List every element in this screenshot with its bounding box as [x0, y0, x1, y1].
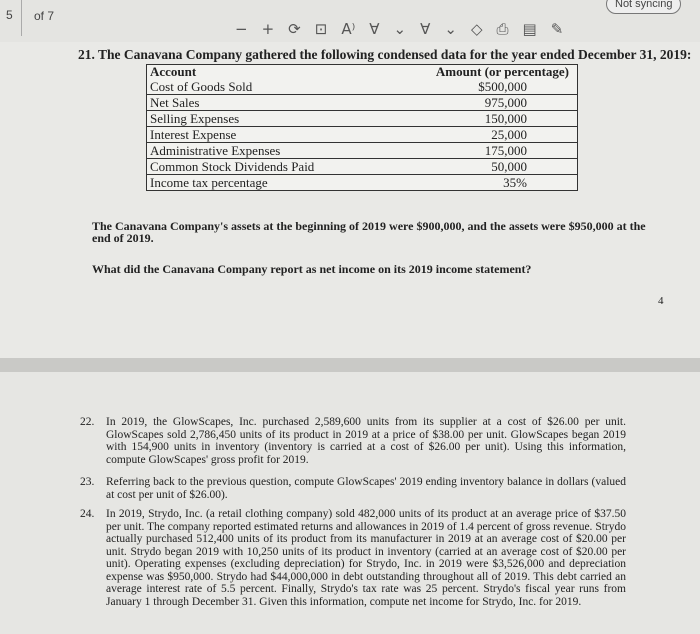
account-name: Income tax percentage — [147, 175, 380, 191]
question-21-title: 21. The Canavana Company gathered the following condensed data for the year ended December 31, 2019: — [78, 47, 692, 62]
header-amount: Amount (or percentage) — [435, 64, 569, 79]
question-number: 24. — [80, 508, 95, 520]
print-icon[interactable]: ⎙ — [496, 20, 509, 38]
eraser-icon[interactable]: ◇ — [470, 20, 483, 38]
pdf-page-5 — [0, 42, 700, 358]
table-row — [147, 79, 578, 95]
highlight-icon[interactable]: ∀ — [420, 20, 431, 38]
table-row — [147, 159, 578, 175]
table-row — [147, 143, 578, 159]
answer-text[interactable]: 4 — [658, 295, 664, 307]
account-amount: 25,000 — [380, 127, 578, 143]
rotate-icon[interactable]: ⟳ — [288, 20, 301, 38]
read-aloud-icon[interactable]: A⁾ — [341, 20, 356, 38]
account-amount: 150,000 — [380, 111, 578, 127]
question-number: 22. — [80, 416, 95, 428]
assets-text: The Canavana Company's assets at the beginning of 2019 were $900,000, and the assets were $950,000 at the end of 2019. — [92, 219, 646, 245]
sync-status-button[interactable]: Not syncing — [606, 0, 681, 14]
pdf-toolbar — [0, 0, 700, 43]
zoom-in-icon[interactable]: + — [261, 20, 275, 38]
table-row — [147, 95, 578, 111]
account-amount: 175,000 — [380, 143, 578, 159]
page-number-input[interactable]: 5 — [0, 0, 22, 36]
table-row — [147, 111, 578, 127]
account-amount: 50,000 — [380, 159, 578, 175]
account-name: Selling Expenses — [147, 111, 380, 127]
table-header — [147, 65, 578, 80]
zoom-out-icon[interactable]: − — [235, 20, 248, 38]
header-account: Account — [150, 64, 197, 79]
highlight-options-icon[interactable]: ⌄ — [444, 20, 457, 38]
account-amount: 35% — [380, 175, 578, 191]
account-amount: $500,000 — [380, 79, 578, 95]
table-row — [147, 127, 578, 143]
draw-options-icon[interactable]: ⌄ — [393, 20, 407, 38]
question-21-prompt: What did the Canavana Company report as net income on its 2019 income statement? — [92, 262, 532, 276]
fit-page-icon[interactable]: ⊡ — [314, 20, 328, 38]
question-22 — [80, 416, 626, 466]
question-text: Referring back to the previous question, compute GlowScapes' 2019 ending inventory balance in dollars (valued at cost per unit of $26.00). — [106, 476, 626, 501]
save-as-icon[interactable]: ✎ — [550, 20, 564, 38]
question-23 — [80, 476, 626, 501]
account-name: Interest Expense — [147, 127, 380, 143]
table-row — [147, 175, 578, 191]
draw-icon[interactable]: ∀ — [369, 20, 380, 38]
save-icon[interactable]: ▤ — [522, 20, 537, 38]
account-amount: 975,000 — [380, 95, 578, 111]
tool-group — [235, 20, 563, 38]
pdf-page-6 — [0, 372, 700, 634]
account-name: Cost of Goods Sold — [147, 79, 380, 95]
question-24 — [80, 508, 626, 608]
account-table — [146, 64, 578, 191]
question-number: 23. — [80, 476, 95, 488]
account-name: Administrative Expenses — [147, 143, 380, 159]
account-name: Net Sales — [147, 95, 380, 111]
page-total: of 7 — [34, 9, 55, 23]
account-name: Common Stock Dividends Paid — [147, 159, 380, 175]
question-text: In 2019, the GlowScapes, Inc. purchased 2,589,600 units from its supplier at a cost of $26.00 per unit. GlowScapes sold 2,786,450 units of its product in 2019 at a price of $38.00 per unit. GlowScapes began 2019 with 154,900 units in inventory (inventory is carried at a cost of $26.00 per unit). Using this information, compute GlowScapes' gross profit for 2019. — [106, 416, 626, 466]
question-text: In 2019, Strydo, Inc. (a retail clothing company) sold 482,000 units of its product at an average price of $37.50 per unit. The company reported estimated returns and allowances in 2019 of 1.4 percent of gross revenue. Strydo actually purchased 512,400 units of its product from its manufacturer in 2019 at an average cost of $20.00 per unit. Strydo began 2019 with 10,250 units of its product in inventory (carried at an average cost of $20.00 per unit). Operating expenses (excluding depreciation) for Strydo, Inc. in 2019 were $3,526,000 and depreciation expense was $950,000. Strydo had $44,000,000 in debt outstanding throughout all of 2019. This debt carried an average interest rate of 5.5 percent. Finally, Strydo's tax rate was 25 percent. Strydo's fiscal year runs from January 1 through December 31. Given this information, compute net income for Strydo, Inc. for 2019. — [106, 508, 626, 608]
